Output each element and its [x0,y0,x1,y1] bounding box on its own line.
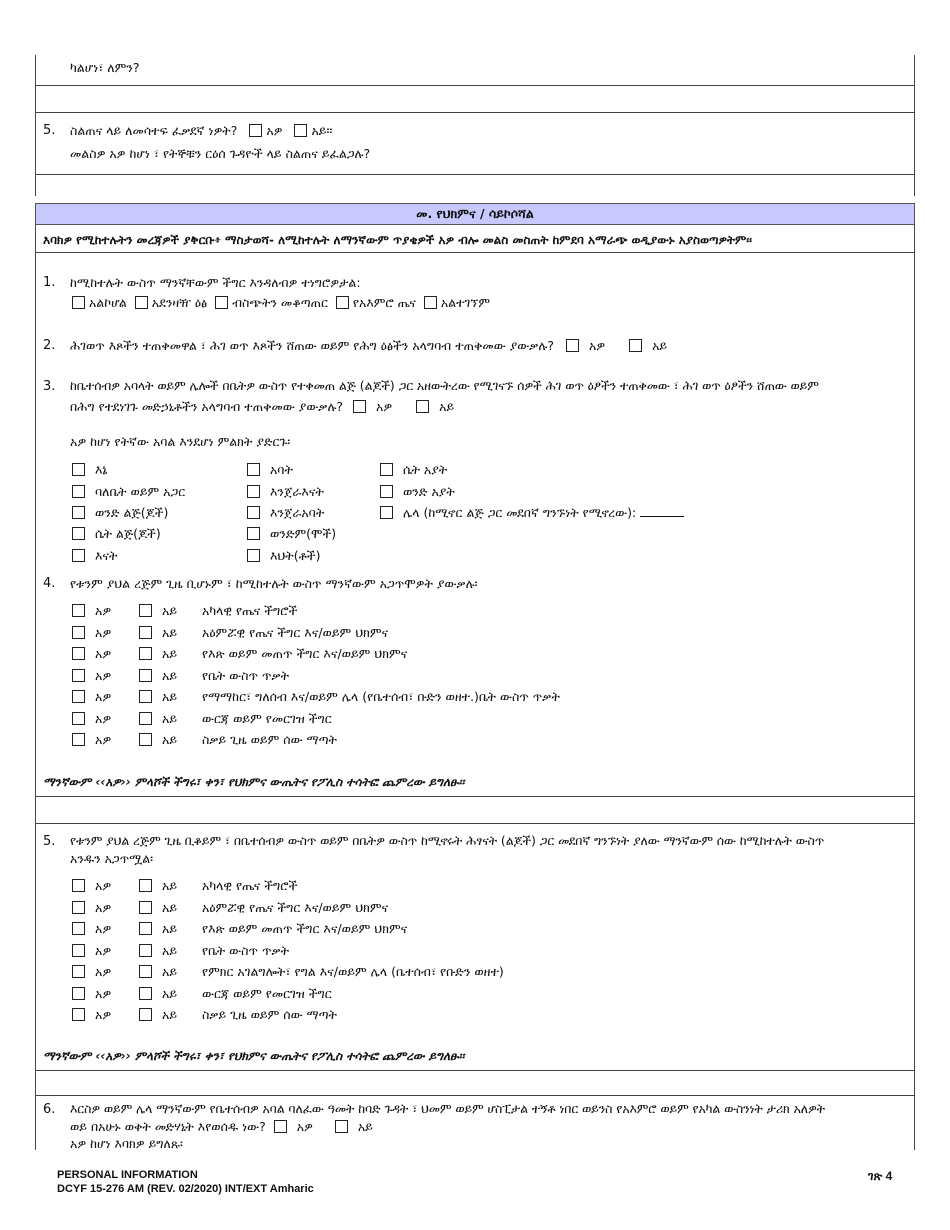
no-checkbox[interactable] [139,647,152,660]
member-checkbox[interactable] [247,549,260,562]
condition-label: አዕምሯዊ የጤና ችግር እና/ወይም ህክምና [202,624,389,640]
member-label: አባት [269,462,293,477]
yes-checkbox[interactable] [72,922,85,935]
other-member-blank[interactable] [640,506,684,517]
yes-label: አዎ [95,624,112,640]
member-label: እኔ [94,462,108,477]
condition-label: የቤት ውስጥ ጥቃት [202,942,290,958]
q1-option-label: አልተገኘም [440,295,491,310]
no-checkbox[interactable] [139,604,152,617]
condition-label: የእጽ ወይም መጠጥ ችግር እና/ወይም ህክምና [202,921,408,936]
q3-prompt: አዎ ከሆነ የትኛው አባል እንደሆነ ምልክት ያድርጉ፡ [70,434,291,449]
condition-label: ስቃይ ጊዜ ወይም ሰው ማጣት [202,732,337,747]
member-option [247,526,336,542]
divider-2 [35,112,915,113]
footer-title: PERSONAL INFORMATION [57,1169,198,1181]
q1-option-checkbox[interactable] [72,296,85,309]
q5b-text-line1: የቱንም ያህል ረጅም ጊዜ ቢቆይም ፣ በቤተሰብዎ ውስጥ ወይም በቤትዎ ውስጥ ከሚኖሩት ሕፃናት (ልጆች) ጋር መደበኛ ግንኙነት ያለው ማንኛውም ሰው ከሚከተሉት ውስጥ [70,834,825,848]
condition-label: አካላዊ የጤና ችግሮች [202,878,298,893]
member-checkbox[interactable] [247,485,260,498]
no-label: አይ [162,667,178,683]
q2-no-label: አይ [652,338,668,353]
yes-no-row [72,711,332,727]
member-label: እንጀራአባት [269,505,325,520]
no-label: አይ [162,603,178,618]
member-checkbox[interactable] [380,506,393,519]
footer-form-id: DCYF 15-276 AM (REV. 02/2020) INT/EXT Amharic [57,1183,314,1195]
q1-text: ከሚከተሉት ውስጥ ማንኛቸውም ችግር እንዳለብዎ ተነግሮዎታል: [70,275,361,290]
condition-label: ውርጃ ወይም የመርገዝ ችግር [202,985,332,1001]
yes-no-row [72,668,289,684]
q1-number: 1. [43,275,56,290]
condition-label: ስቃይ ጊዜ ወይም ሰው ማጣት [202,1007,337,1022]
q1-options [72,295,490,311]
yes-checkbox[interactable] [72,626,85,639]
divider-3 [35,174,915,175]
frame-left-main [35,225,36,1150]
q6-yes-checkbox[interactable] [274,1120,287,1133]
yes-no-row [72,943,289,959]
member-checkbox[interactable] [380,485,393,498]
member-option [72,484,185,500]
q3-yes-label: አዎ [376,399,393,414]
member-option [72,526,161,542]
q6-text-line3: አዎ ከሆነ እባክዎ ይግለጹ፡ [70,1136,183,1151]
yes-checkbox[interactable] [72,965,85,978]
q3-line2 [70,399,454,415]
yes-checkbox[interactable] [72,669,85,682]
member-option [72,548,117,564]
no-checkbox[interactable] [139,669,152,682]
q6-no-label: አይ [357,1119,373,1134]
q1-option-label: ብስጭትን መቆጣጠር [232,295,328,310]
member-checkbox[interactable] [247,527,260,540]
member-label: ወንድም(ሞች) [269,526,337,541]
member-checkbox[interactable] [72,485,85,498]
q4-note: ማንኛውም ‹‹አዎ›› ምላሾች ችግሩ፣ ቀን፣ የህክምና ውጤትና የፖሊስ ተሳትፎ ጨምረው ይግለፁ፡፡ [43,775,465,789]
member-option [247,484,324,500]
q2-yes-checkbox[interactable] [566,339,579,352]
q6-number: 6. [43,1102,56,1117]
q6-no-checkbox[interactable] [335,1120,348,1133]
q3-text-line2: በሕግ የተደነገጉ መድኃኒቶችን አላግባብ ተጠቅመው ያውቃሉ? [70,399,344,414]
q5-number: 5. [43,123,56,138]
no-checkbox[interactable] [139,987,152,1000]
member-label: ሴት አያት [402,462,448,477]
member-option [72,462,107,478]
yes-label: አዎ [95,1007,112,1022]
condition-label: አካላዊ የጤና ችግሮች [202,603,298,618]
yes-label: አዎ [95,646,112,661]
q3-no-checkbox[interactable] [416,400,429,413]
yes-label: አዎ [95,921,112,936]
no-label: አይ [162,921,178,936]
member-label: ወንድ አያት [402,484,455,499]
yes-label: አዎ [95,985,112,1001]
q5-yes-label: አዎ [266,123,283,138]
q1-option-label: አደንዛዥ ዕፅ [151,295,208,310]
no-label: አይ [162,964,178,979]
yes-no-row [72,878,297,894]
q6-text-line1: እርስዎ ወይም ሌላ ማንኛውም የቤተሰብዎ አባል ባለፈው ዓመት ከባድ ጉዳት ፣ ህመም ወይም ሆስፒታል ተኝቶ ነበር ወይንስ የአእምሮ ወይም የአካል ውስንነት ታሪክ አለዎት [70,1102,825,1116]
yes-no-row [72,603,297,619]
member-label: ወንድ ልጅ(ጆች) [94,505,169,520]
q1-option-checkbox[interactable] [336,296,349,309]
section-header: መ. የህክምና / ሳይኮሶሻል [35,203,915,225]
q5b-note: ማንኛውም ‹‹አዎ›› ምላሾች ችግሩ፣ ቀን፣ የህክምና ውጤትና የፖሊስ ተሳትፎ ጨምረው ይግለፁ፡፡ [43,1049,465,1063]
member-option [380,462,447,478]
member-label: ሴት ልጅ(ጆች) [94,526,161,541]
q1-option-label: የአእምሮ ጤና [352,295,416,310]
q4-number: 4. [43,576,56,591]
q1-option-checkbox[interactable] [215,296,228,309]
yes-checkbox[interactable] [72,901,85,914]
yes-no-row [72,689,560,705]
member-checkbox[interactable] [72,527,85,540]
no-checkbox[interactable] [139,1008,152,1021]
q3-yes-checkbox[interactable] [353,400,366,413]
member-checkbox[interactable] [72,549,85,562]
yes-label: አዎ [95,964,112,979]
yes-checkbox[interactable] [72,879,85,892]
yes-no-row [72,625,388,641]
q5-line [70,123,332,139]
divider-note1-bottom [35,823,915,824]
no-label: አይ [162,985,178,1001]
q5-text: ስልጠና ላይ ለመሳተፍ ፈቃደኛ ነዎት? [70,123,238,138]
no-label: አይ [162,878,178,893]
condition-label: የቤት ውስጥ ጥቃት [202,667,290,683]
q3-text-line1: ከቤተሰብዎ አባላት ወይም ሌሎች በቤትዎ ውስጥ የተቀመጠ ልጅ (ልጆች) ጋር አዘውትረው የሚገናኙ ሰዎች ሕገ ወጥ ዕፆችን ተጠቅመው ፣ ሕገ ወጥ ዕፆችን ሸጠው ወይም [70,379,819,393]
q3-number: 3. [43,379,56,394]
no-checkbox[interactable] [139,626,152,639]
yes-label: አዎ [95,689,112,704]
no-label: አይ [162,1007,178,1022]
yes-no-row [72,964,504,980]
member-checkbox[interactable] [72,463,85,476]
no-checkbox[interactable] [139,712,152,725]
q5-yes-checkbox[interactable] [249,124,262,137]
yes-no-row [72,921,407,937]
member-checkbox[interactable] [72,506,85,519]
yes-no-row [72,1007,337,1023]
member-option [247,462,293,478]
q5-no-checkbox[interactable] [294,124,307,137]
no-label: አይ [162,646,178,661]
no-label: አይ [162,942,178,958]
q6-text-line2: ወይ በአሁኑ ወቅት መድሃኒት እየወሰዱ ነው? [70,1119,266,1134]
member-option [72,505,168,521]
member-option [380,484,455,500]
member-checkbox[interactable] [380,463,393,476]
q6-yes-label: አዎ [296,1119,313,1134]
yes-no-row [72,646,407,662]
yes-label: አዎ [95,710,112,726]
yes-checkbox[interactable] [72,690,85,703]
member-label: እናት [94,548,118,563]
yes-label: አዎ [95,732,112,747]
yes-checkbox[interactable] [72,944,85,957]
q5-followup: መልስዎ አዎ ከሆነ ፣ የትኞቹን ርዕሰ ጉዳዮች ላይ ስልጠና ይፈልጋሉ? [70,146,371,161]
q3-no-label: አይ [439,399,455,414]
condition-label: የእጽ ወይም መጠጥ ችግር እና/ወይም ህክምና [202,646,408,661]
divider-note2-top [35,1070,915,1071]
member-option [247,548,321,564]
yes-checkbox[interactable] [72,1008,85,1021]
no-label: አይ [162,624,178,640]
member-label: ባለቤት ወይም አጋር [94,484,186,499]
yes-no-row [72,986,332,1002]
q2-line [70,338,667,354]
no-label: አይ [162,899,178,915]
frame-right-main [914,225,915,1150]
member-checkbox[interactable] [247,463,260,476]
condition-label: የማማከር፣ ግለሰብ እና/ወይም ሌላ (የቤተሰብ፣ ቡድን ወዘተ.)ቤት ውስጥ ጥቃት [202,689,560,704]
no-label: አይ [162,710,178,726]
yes-label: አዎ [95,942,112,958]
no-checkbox[interactable] [139,901,152,914]
q1-option-checkbox[interactable] [424,296,437,309]
member-checkbox[interactable] [247,506,260,519]
yes-label: አዎ [95,878,112,893]
q4-text: የቱንም ያህል ረጅም ጊዜ ቢሆኑም ፣ ከሚከተሉት ውስጥ ማንኛውም አጋጥሞዎት ያውቃሉ፡ [70,576,478,591]
condition-label: የምክር አገልግሎት፣ የግል እና/ወይም ሌላ (ቤተሰብ፣ የቡድን ወዘተ) [202,964,504,979]
q5b-number: 5. [43,834,56,849]
no-checkbox[interactable] [139,944,152,957]
yes-label: አዎ [95,603,112,618]
yes-checkbox[interactable] [72,647,85,660]
divider-note1-top [35,796,915,797]
yes-label: አዎ [95,899,112,915]
q1-option-label: አልኮሆል [88,295,127,310]
no-checkbox[interactable] [139,690,152,703]
top-question-text: ካልሆነ፣ ለምን? [70,60,140,75]
q5-no-label: አይ። [311,123,333,138]
no-label: አይ [162,689,178,704]
yes-no-row [72,732,337,748]
divider-instruction [35,252,915,253]
q2-number: 2. [43,338,56,353]
yes-checkbox[interactable] [72,712,85,725]
member-option [380,505,684,521]
yes-label: አዎ [95,667,112,683]
q2-no-checkbox[interactable] [629,339,642,352]
yes-checkbox[interactable] [72,604,85,617]
member-option [247,505,324,521]
q2-text: ሕገወጥ እጾችን ተጠቅመዋል ፣ ሕገ ወጥ እጾችን ሸጠው ወይም የሕግ ዕፅችን አላግባብ ተጠቅመው ያውቃሉ? [70,338,554,353]
yes-no-row [72,900,388,916]
yes-checkbox[interactable] [72,987,85,1000]
divider-note2-bottom [35,1095,915,1096]
no-checkbox[interactable] [139,965,152,978]
q6-line2 [70,1119,373,1135]
section-instruction: እባክዎ የሚከተሉትን መረጃዎች ያቅርቡ፥ ማስታወሻ- ለሚከተሉት ለማንኛውም ጥያቄዎች አዎ ብሎ መልስ መስጠት ከምደባ አማራጭ ወዲያውኑ አያስወጣዎትም፡፡ [43,233,752,247]
member-label: እንጀራእናት [269,484,324,499]
yes-checkbox[interactable] [72,733,85,746]
page-number: ገጽ 4 [868,1169,893,1183]
no-label: አይ [162,732,178,747]
no-checkbox[interactable] [139,733,152,746]
condition-label: አዕምሯዊ የጤና ችግር እና/ወይም ህክምና [202,899,389,915]
q5b-text-line2: አንዱን አጋጥሟል፡ [70,851,154,866]
q1-option-checkbox[interactable] [135,296,148,309]
member-label: ሌላ (ከሚኖር ልጅ ጋር መደበኛ ግንኙነት የሚኖረው): [402,505,637,520]
q2-yes-label: አዎ [588,338,606,353]
divider-1 [35,85,915,86]
no-checkbox[interactable] [139,879,152,892]
condition-label: ውርጃ ወይም የመርገዝ ችግር [202,710,332,726]
no-checkbox[interactable] [139,922,152,935]
member-label: እህት(ቶች) [269,548,321,563]
